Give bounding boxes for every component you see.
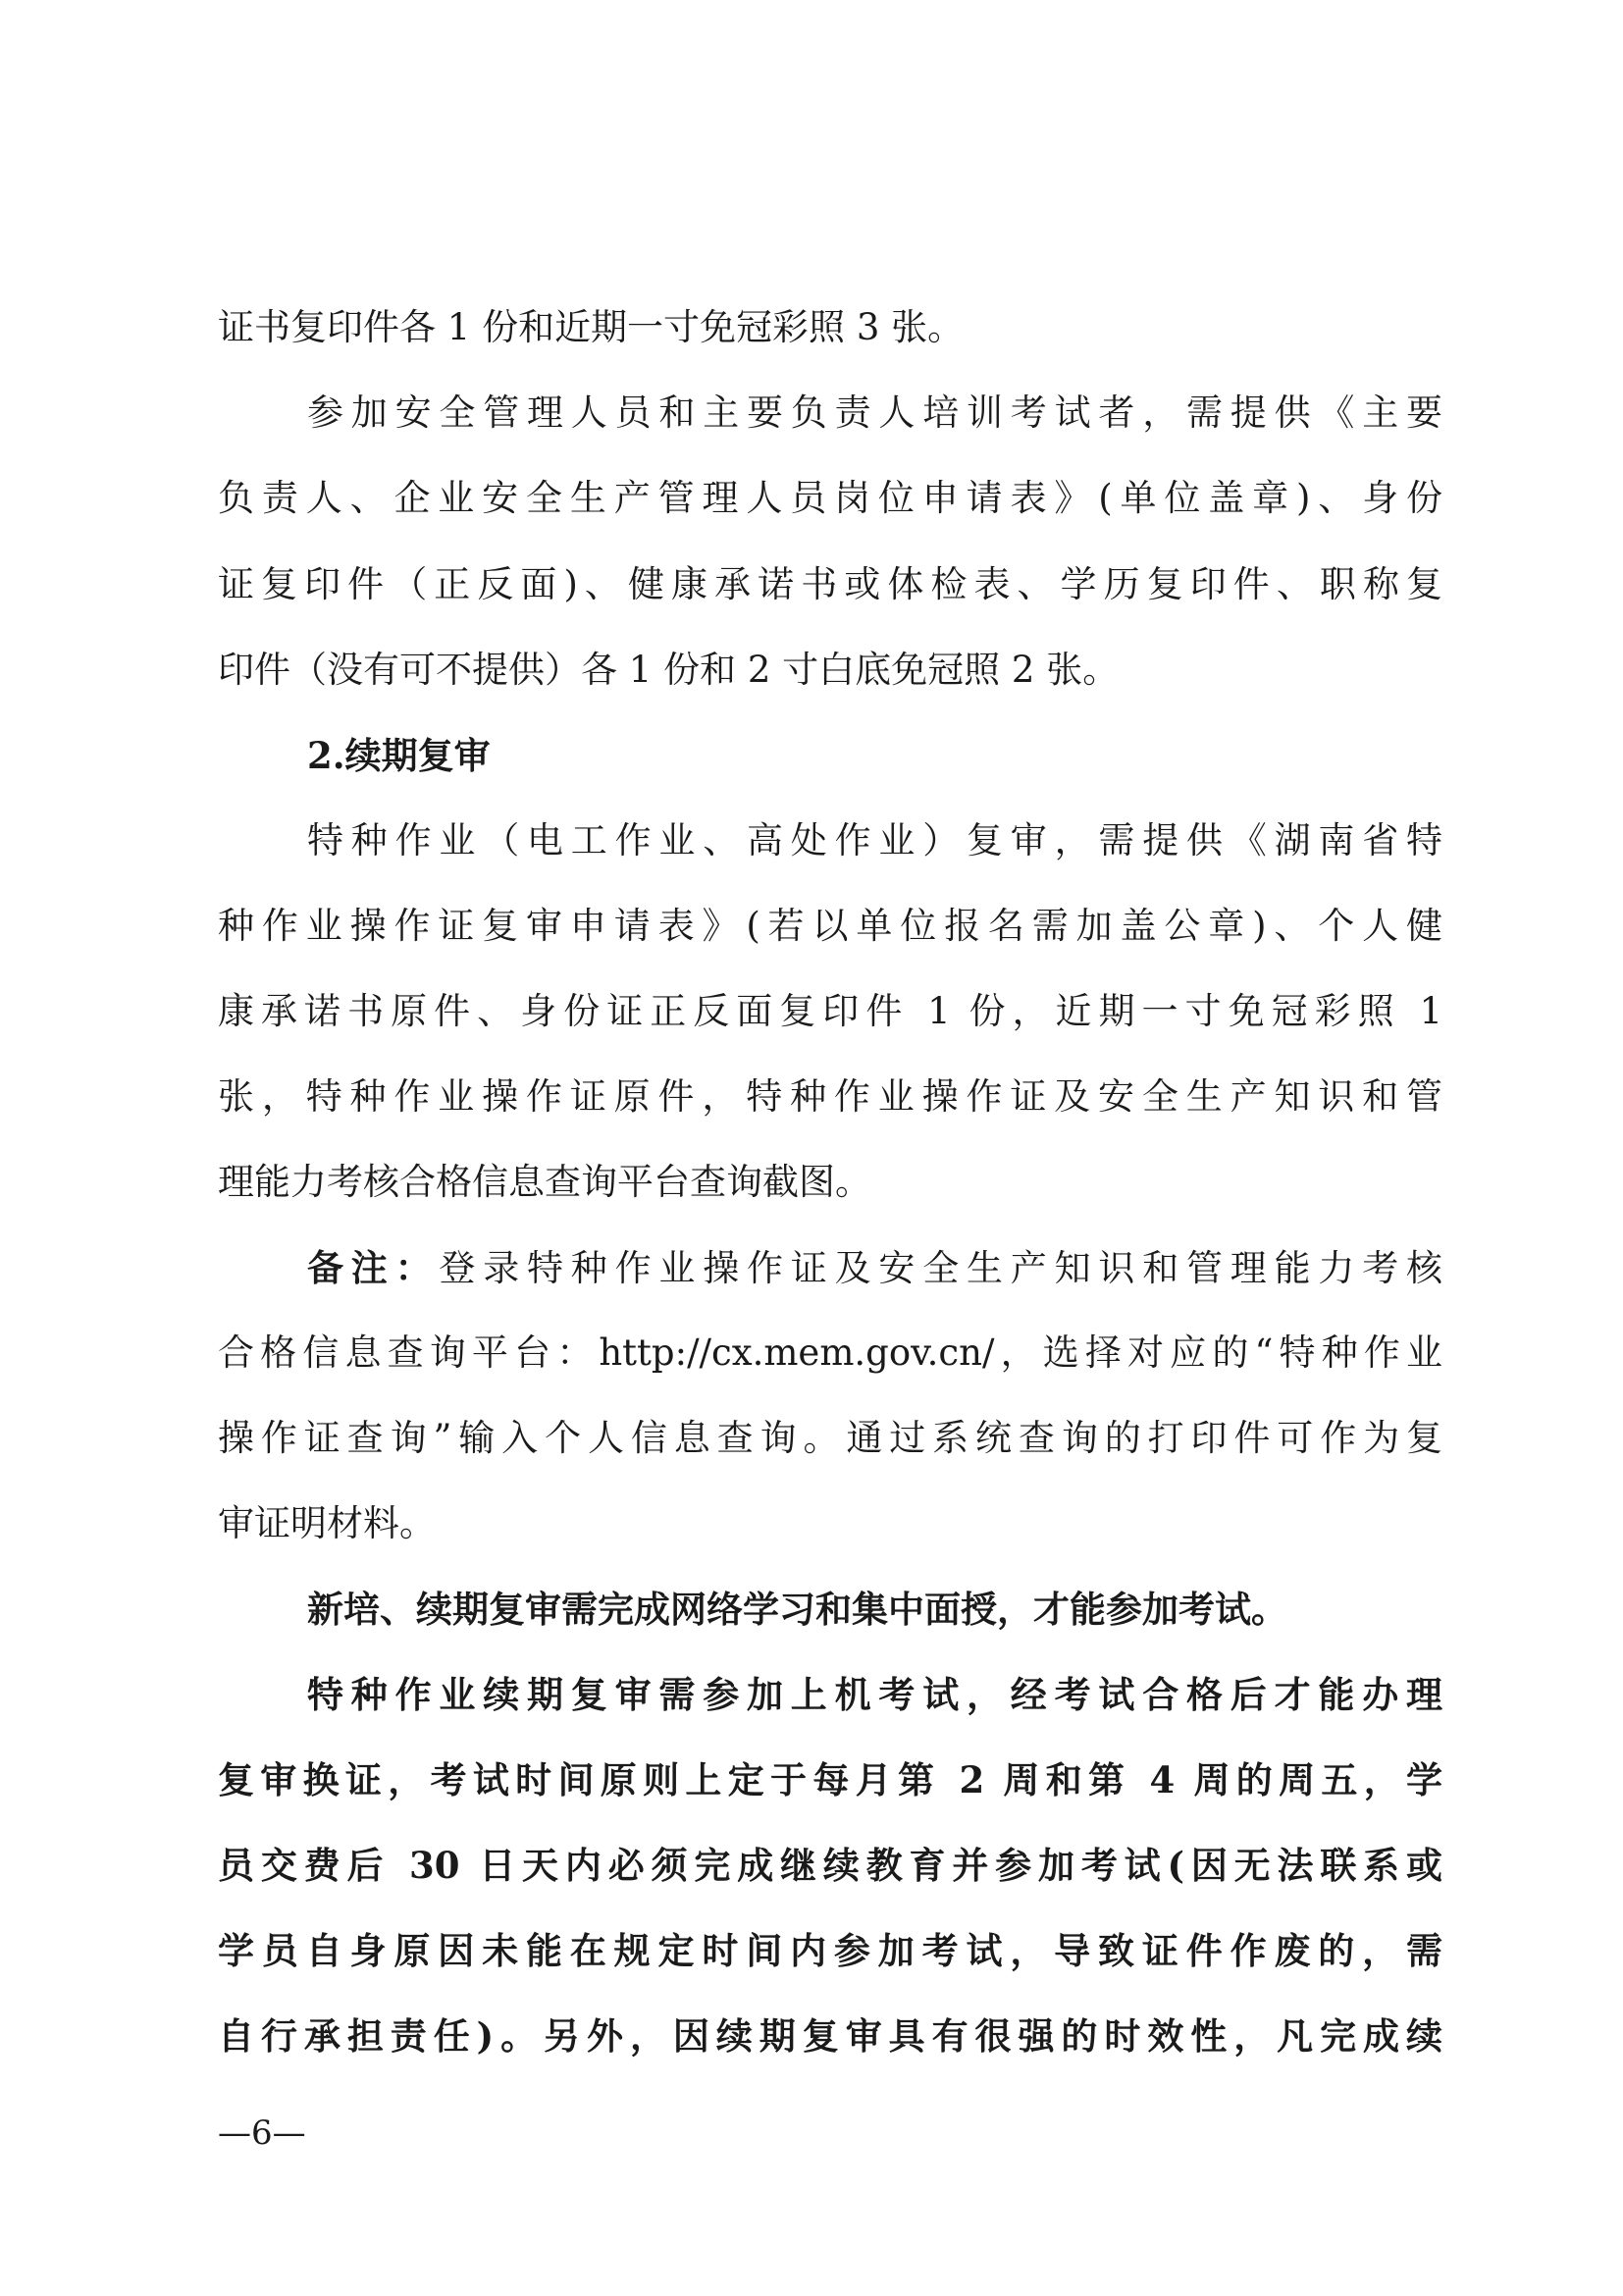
text-line: 种作业操作证复审申请表》(若以单位报名需加盖公章)、个人健 [218, 905, 1442, 947]
bold-line: 复审换证，考试时间原则上定于每月第 2 周和第 4 周的周五，学 [218, 1758, 1442, 1801]
section-heading: 2.续期复审 [307, 734, 491, 777]
text-line: 证复印件（正反面)、健康承诺书或体检表、学历复印件、职称复 [218, 563, 1442, 605]
bold-line: 特种作业续期复审需参加上机考试，经考试合格后才能办理 [307, 1673, 1442, 1716]
text-line: 参加安全管理人员和主要负责人培训考试者，需提供《主要 [307, 391, 1442, 434]
text-line: 操作证查询”输入个人信息查询。通过系统查询的打印件可作为复 [218, 1417, 1442, 1459]
note-label: 备注： [307, 1246, 440, 1289]
note-text: 登录特种作业操作证及安全生产知识和管理能力考核 [439, 1247, 1443, 1289]
bold-line: 员交费后 30 日天内必须完成继续教育并参加考试(因无法联系或 [218, 1844, 1442, 1887]
text-line: 合格信息查询平台：http://cx.mem.gov.cn/，选择对应的“特种作业 [218, 1331, 1442, 1374]
note-line [307, 1244, 1442, 1291]
text-line: 张，特种作业操作证原件，特种作业操作证及安全生产知识和管 [218, 1075, 1442, 1118]
text-line: 负责人、企业安全生产管理人员岗位申请表》(单位盖章)、身份 [218, 477, 1442, 519]
text-line: 康承诺书原件、身份证正反面复印件 1 份，近期一寸免冠彩照 1 [218, 990, 1442, 1032]
text-line: 理能力考核合格信息查询平台查询截图。 [218, 1161, 871, 1203]
bold-line: 自行承担责任)。另外，因续期复审具有很强的时效性，凡完成续 [218, 2014, 1442, 2058]
text-line: 证书复印件各 1 份和近期一寸免冠彩照 3 张。 [218, 306, 965, 348]
bold-line: 学员自身原因未能在规定时间内参加考试，导致证件作废的，需 [218, 1929, 1442, 1972]
text-line: 特种作业（电工作业、高处作业）复审，需提供《湖南省特 [307, 819, 1442, 861]
text-line: 印件（没有可不提供）各 1 份和 2 寸白底免冠照 2 张。 [218, 649, 1120, 691]
page-number: —6— [218, 2113, 306, 2153]
bold-line: 新培、续期复审需完成网络学习和集中面授，才能参加考试。 [307, 1588, 1287, 1631]
text-line: 审证明材料。 [218, 1502, 436, 1544]
